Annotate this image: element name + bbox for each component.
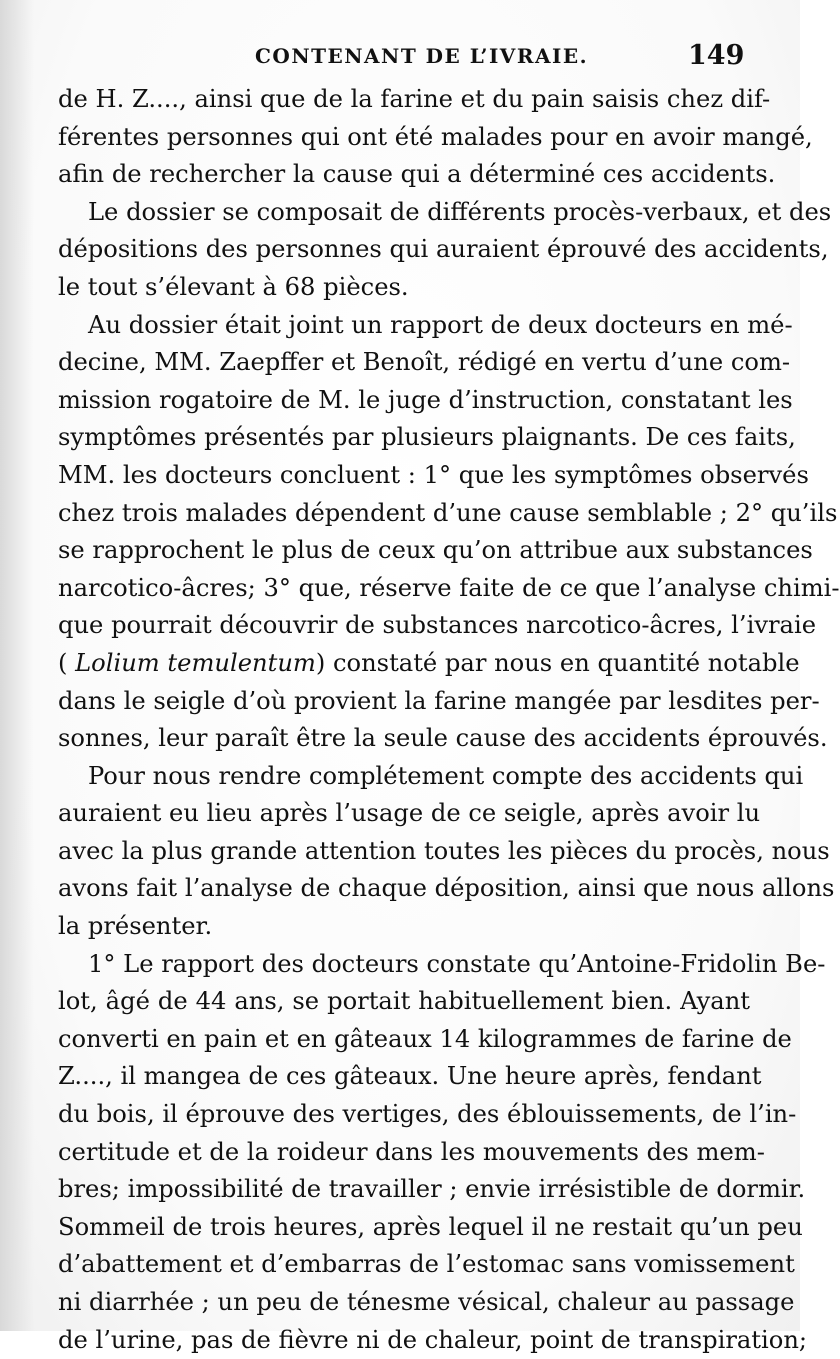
text-line: sonnes, leur paraît être la seule cause des accidents éprouvés. <box>58 724 828 753</box>
text-line: converti en pain et en gâteaux 14 kilogrammes de farine de <box>58 1024 792 1053</box>
text-line: lot, âgé de 44 ans, se portait habituellement bien. Ayant <box>58 987 750 1016</box>
text-line: dépositions des personnes qui auraient éprouvé des accidents, <box>58 235 829 264</box>
text-line: Pour nous rendre complétement compte des accidents qui <box>88 761 804 790</box>
text-line: férentes personnes qui ont été malades pour en avoir mangé, <box>58 122 813 151</box>
text-line: Le dossier se composait de différents procès-verbaux, et des <box>88 197 832 226</box>
text-line: de H. Z...., ainsi que de la farine et du pain saisis chez dif- <box>58 85 771 113</box>
latin-name: Lolium temulentum <box>75 648 316 677</box>
text-segment: ( <box>58 648 76 677</box>
text-line: que pourrait découvrir de substances narcotico-âcres, l’ivraie <box>58 611 817 640</box>
text-segment: ) constaté par nous en quantité notable <box>315 648 800 677</box>
text-line <box>58 645 800 683</box>
page-shadow-edge <box>0 0 34 1331</box>
page-header <box>0 40 800 74</box>
body-text <box>58 81 840 1359</box>
text-line: 1° Le rapport des docteurs constate qu’Antoine-Fridolin Be- <box>88 949 826 978</box>
text-line: mission rogatoire de M. le juge d’instruction, constatant les <box>58 385 793 414</box>
text-line: avec la plus grande attention toutes les pièces du procès, nous <box>58 836 830 865</box>
text-line: afin de rechercher la cause qui a déterminé ces accidents. <box>58 160 776 189</box>
text-line: du bois, il éprouve des vertiges, des éblouissements, de l’in- <box>58 1100 797 1129</box>
text-line: dans le seigle d’où provient la farine mangée par lesdites per- <box>58 686 820 715</box>
text-line: decine, MM. Zaepffer et Benoît, rédigé en vertu d’une com- <box>58 348 791 377</box>
page-number: 149 <box>688 40 745 71</box>
text-line: MM. les docteurs concluent : 1° que les symptômes observés <box>58 460 809 489</box>
text-line: certitude et de la roideur dans les mouvements des mem- <box>58 1137 765 1166</box>
text-line: auraient eu lieu après l’usage de ce seigle, après avoir lu <box>58 799 761 828</box>
text-line: la présenter. <box>58 912 213 941</box>
text-line: Z...., il mangea de ces gâteaux. Une heure après, fendant <box>58 1062 762 1091</box>
text-line: avons fait l’analyse de chaque déposition, ainsi que nous allons <box>58 874 835 903</box>
text-line: ni diarrhée ; un peu de ténesme vésical, chaleur au passage <box>58 1288 795 1316</box>
text-line: se rapprochent le plus de ceux qu’on attribue aux substances <box>58 536 813 565</box>
text-line: bres; impossibilité de travailler ; envie irrésistible de dormir. <box>58 1175 806 1204</box>
text-line: le tout s’élevant à 68 pièces. <box>58 272 409 301</box>
text-line: narcotico-âcres; 3° que, réserve faite de ce que l’analyse chimi- <box>58 573 840 602</box>
text-line: chez trois malades dépendent d’une cause semblable ; 2° qu’ils <box>58 498 838 527</box>
text-line: Au dossier était joint un rapport de deux docteurs en mé- <box>88 310 793 339</box>
text-line: Sommeil de trois heures, après lequel il ne restait qu’un peu <box>58 1212 803 1241</box>
running-head: CONTENANT DE L’IVRAIE. <box>255 44 589 68</box>
text-line: d’abattement et d’embarras de l’estomac sans vomissement <box>58 1250 795 1279</box>
text-line: de l’urine, pas de fièvre ni de chaleur, point de transpiration; <box>58 1325 808 1354</box>
text-line: symptômes présentés par plusieurs plaignants. De ces faits, <box>58 423 796 452</box>
